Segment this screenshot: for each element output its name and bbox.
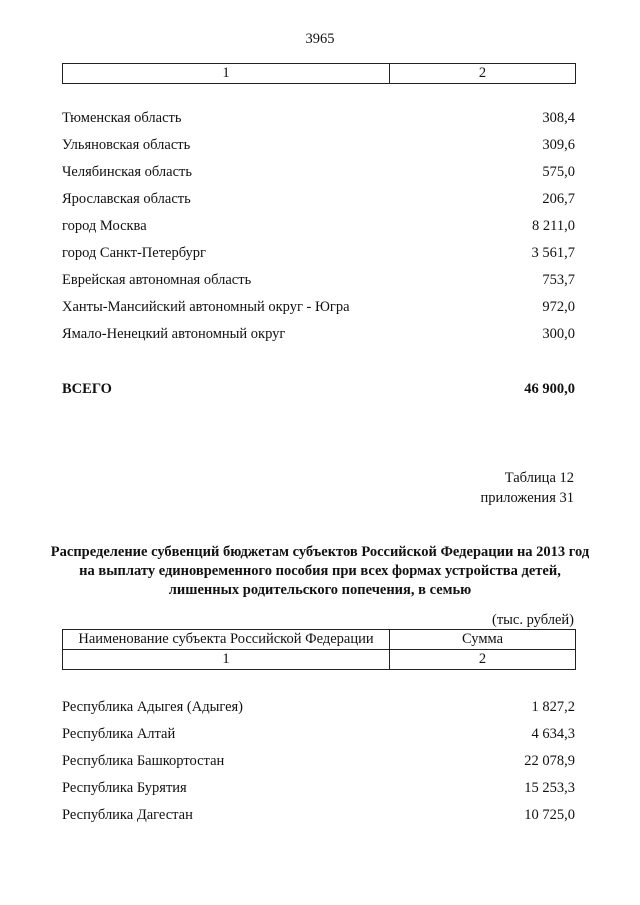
column-number-header	[62, 63, 576, 84]
table-row	[62, 297, 575, 317]
region-value: 308,4	[542, 110, 575, 126]
region-value: 3 561,7	[531, 245, 575, 261]
region-name: Республика Башкортостан	[62, 753, 225, 769]
total-row	[62, 379, 575, 399]
appendix-number: приложения 31	[480, 490, 574, 506]
column-header-region: Наименование субъекта Российской Федерации	[63, 630, 390, 650]
region-name: Тюменская область	[62, 110, 182, 126]
units-label: (тыс. рублей)	[492, 612, 574, 628]
region-name: Ямало-Ненецкий автономный округ	[62, 326, 286, 342]
region-value: 309,6	[542, 137, 575, 153]
table-row	[62, 216, 575, 236]
region-value: 575,0	[542, 164, 575, 180]
region-name: Ульяновская область	[62, 137, 191, 153]
region-name: Еврейская автономная область	[62, 272, 252, 288]
region-value: 206,7	[542, 191, 575, 207]
region-name: Республика Алтай	[62, 726, 176, 742]
column-number-1: 1	[63, 650, 390, 670]
table-row	[62, 778, 575, 798]
table-row	[62, 724, 575, 744]
table-row	[62, 243, 575, 263]
table-row	[62, 697, 575, 717]
region-name: Ярославская область	[62, 191, 191, 207]
region-value: 8 211,0	[532, 218, 575, 234]
region-name: Республика Бурятия	[62, 780, 187, 796]
table-reference	[481, 468, 574, 508]
table-row	[62, 324, 575, 344]
region-name: город Санкт-Петербург	[62, 245, 207, 261]
table-number: Таблица 12	[504, 470, 574, 486]
region-value: 22 078,9	[524, 753, 575, 769]
page-number: 3965	[305, 31, 335, 47]
region-value: 972,0	[542, 299, 575, 315]
region-value: 753,7	[542, 272, 575, 288]
table-row	[62, 805, 575, 825]
table-row	[62, 135, 575, 155]
table-row	[62, 270, 575, 290]
total-label: ВСЕГО	[62, 381, 112, 397]
region-value: 4 634,3	[531, 726, 575, 742]
table-row	[62, 189, 575, 209]
column-number-2: 2	[390, 650, 576, 670]
region-name: Республика Адыгея (Адыгея)	[62, 699, 244, 715]
region-name: Республика Дагестан	[62, 807, 193, 823]
region-value: 15 253,3	[524, 780, 575, 796]
table-row	[62, 108, 575, 128]
table-row	[62, 162, 575, 182]
region-value: 10 725,0	[524, 807, 575, 823]
region-value: 300,0	[542, 326, 575, 342]
column-header-sum: Сумма	[390, 630, 576, 650]
table-title: Распределение субвенций бюджетам субъектов Российской Федерации на 2013 год на выплату единовременного пособия при всех формах устройства детей, лишенных родительского попечения, в семью	[50, 544, 590, 598]
region-value: 1 827,2	[531, 699, 575, 715]
column-number-1: 1	[63, 64, 390, 84]
column-number-2: 2	[390, 64, 576, 84]
table-header	[62, 629, 576, 670]
region-name: Челябинская область	[62, 164, 192, 180]
region-name: Ханты-Мансийский автономный округ - Югра	[62, 299, 350, 315]
region-name: город Москва	[62, 218, 147, 234]
table-row	[62, 751, 575, 771]
total-value: 46 900,0	[524, 381, 575, 397]
